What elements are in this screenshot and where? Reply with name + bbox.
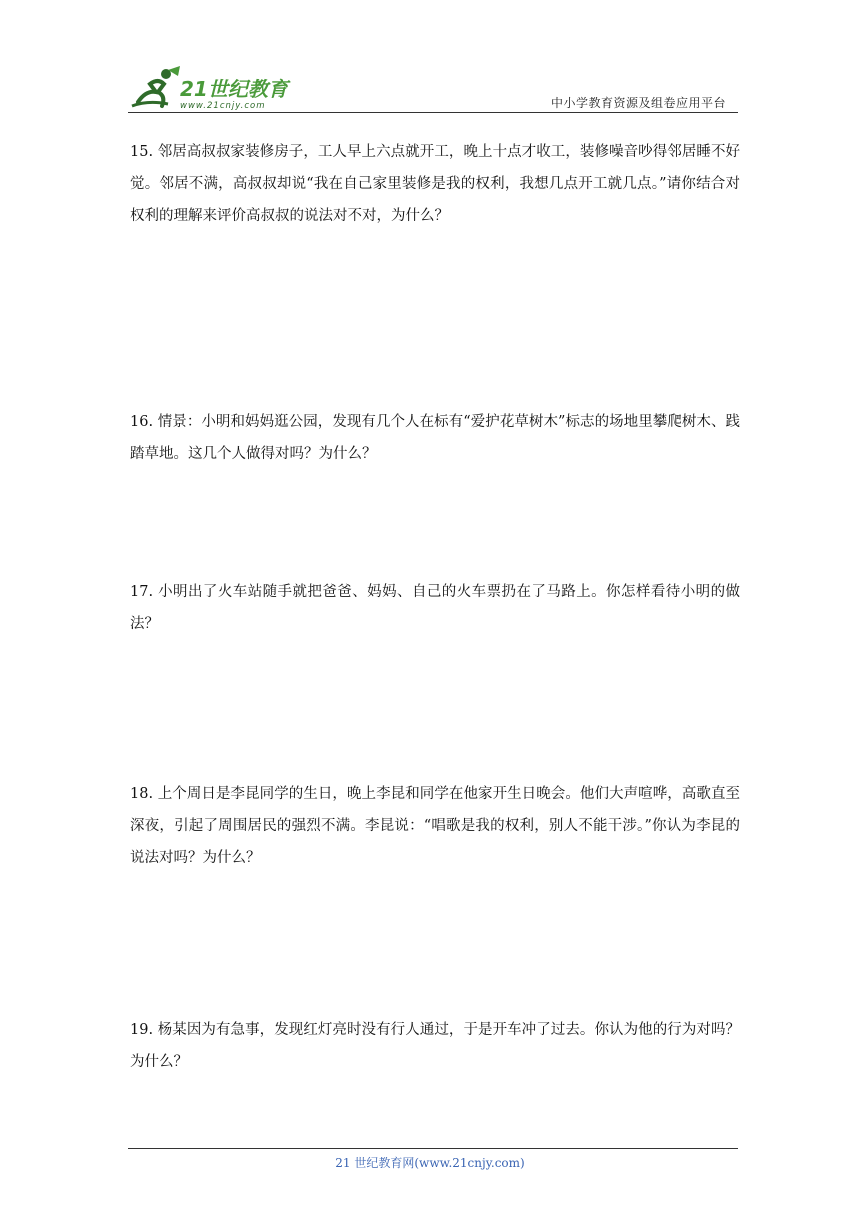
question-16 [130, 406, 740, 470]
platform-title: 中小学教育资源及组卷应用平台 [550, 96, 726, 110]
question-body: 小明出了火车站随手就把爸爸、妈妈、自己的火车票扔在了马路上。你怎样看待小明的做法？ [130, 584, 741, 632]
question-number: 18. [130, 786, 154, 802]
logo-text: 21世纪教育 [180, 77, 288, 101]
question-19 [130, 1014, 740, 1078]
question-17-text [130, 576, 740, 640]
footer-divider [128, 1148, 738, 1149]
question-15 [130, 136, 740, 232]
question-18 [130, 778, 740, 874]
question-body: 杨某因为有急事，发现红灯亮时没有行人通过，于是开车冲了过去。你认为他的行为对吗？为什么？ [130, 1022, 741, 1070]
header-divider [128, 112, 738, 113]
running-figure-icon [132, 66, 180, 106]
question-body: 邻居高叔叔家装修房子，工人早上六点就开工，晚上十点才收工，装修噪音吵得邻居睡不好觉。邻居不满，高叔叔却说“我在自己家里装修是我的权利，我想几点开工就几点。”请你结合对权利的理解来评价高叔叔的说法对不对，为什么？ [130, 144, 741, 224]
question-19-text [130, 1014, 740, 1078]
question-number: 15. [130, 144, 154, 160]
question-18-text [130, 778, 740, 874]
page-header [128, 62, 738, 114]
question-number: 17. [130, 584, 154, 600]
logo-subtext: www.21cnjy.com [180, 101, 266, 111]
question-15-text [130, 136, 740, 232]
question-number: 16. [130, 414, 154, 430]
question-number: 19. [130, 1022, 154, 1038]
question-16-text [130, 406, 740, 470]
question-body: 情景：小明和妈妈逛公园，发现有几个人在标有“爱护花草树木”标志的场地里攀爬树木、践踏草地。这几个人做得对吗？为什么？ [130, 414, 741, 462]
question-body: 上个周日是李昆同学的生日，晚上李昆和同学在他家开生日晚会。他们大声喧哗，高歌直至深夜，引起了周围居民的强烈不满。李昆说：“唱歌是我的权利，别人不能干涉。”你认为李昆的说法对吗？为什么？ [130, 786, 741, 866]
question-17 [130, 576, 740, 640]
logo-21cnjy [128, 62, 298, 112]
footer-text: 21 世纪教育网(www.21cnjy.com) [335, 1156, 525, 1170]
